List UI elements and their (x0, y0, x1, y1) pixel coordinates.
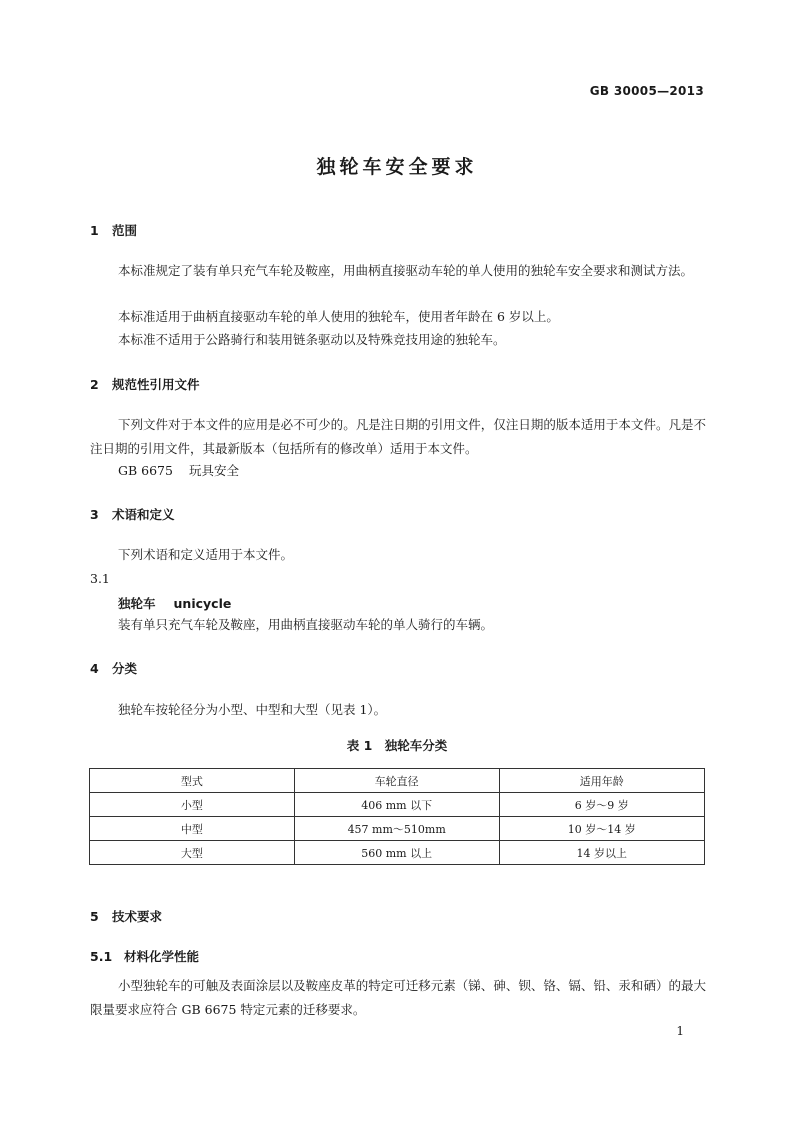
section-title: 范围 (112, 223, 138, 238)
term-entry (118, 594, 231, 612)
section-number: 4 (90, 661, 99, 676)
section-number: 2 (90, 377, 99, 392)
table-cell: 小型 (90, 793, 295, 817)
section-title: 术语和定义 (112, 507, 175, 522)
section-4-paragraph-1: 独轮车按轮径分为小型、中型和大型（见表 1）。 (118, 702, 387, 717)
classification-table (89, 768, 705, 865)
table-row (90, 793, 705, 817)
normative-reference (118, 461, 239, 479)
section-number: 5 (90, 909, 99, 924)
table-cell: 10 岁～14 岁 (499, 817, 704, 841)
section-1-paragraph-3: 本标准不适用于公路骑行和装用链条驱动以及特殊竞技用途的独轮车。 (118, 332, 506, 347)
table-caption: 表 1 独轮车分类 (346, 738, 448, 753)
table-row (90, 841, 705, 865)
table-cell: 中型 (90, 817, 295, 841)
standard-number: GB 30005—2013 (589, 84, 704, 98)
section-2-paragraph-1: 下列文件对于本文件的应用是必不可少的。凡是注日期的引用文件，仅注日期的版本适用于本文件。凡是不注日期的引用文件，其最新版本（包括所有的修改单）适用于本文件。 (90, 417, 706, 456)
table-cell: 560 mm 以上 (294, 841, 499, 865)
table-cell: 6 岁～9 岁 (499, 793, 704, 817)
document-title: 独轮车安全要求 (316, 156, 478, 178)
term-chinese: 独轮车 (118, 596, 156, 611)
section-3-paragraph-1: 下列术语和定义适用于本文件。 (118, 547, 294, 562)
section-2-heading (90, 375, 200, 393)
section-number: 3 (90, 507, 99, 522)
subclause-number: 3.1 (90, 571, 110, 586)
table-cell: 457 mm～510mm (294, 817, 499, 841)
table-header-cell: 型式 (90, 769, 295, 793)
table-cell: 14 岁以上 (499, 841, 704, 865)
table-header-cell: 车轮直径 (294, 769, 499, 793)
reference-code: GB 6675 (118, 463, 173, 478)
section-5-1-paragraph-1: 小型独轮车的可触及表面涂层以及鞍座皮革的特定可迁移元素（锑、砷、钡、铬、镉、铅、汞和硒）的最大限量要求应符合 GB 6675 特定元素的迁移要求。 (90, 978, 706, 1017)
term-english: unicycle (173, 596, 232, 611)
subsection-title: 材料化学性能 (124, 949, 200, 964)
page-number: 1 (676, 1024, 684, 1038)
section-3-heading (90, 505, 175, 523)
section-number: 1 (90, 223, 99, 238)
section-5-heading (90, 907, 162, 925)
table-cell: 大型 (90, 841, 295, 865)
reference-name: 玩具安全 (188, 463, 239, 478)
section-1-heading (90, 221, 137, 239)
section-title: 技术要求 (112, 909, 163, 924)
table-row (90, 817, 705, 841)
section-1-paragraph-2: 本标准适用于曲柄直接驱动车轮的单人使用的独轮车，使用者年龄在 6 岁以上。 (118, 309, 559, 324)
section-1-paragraph-1: 本标准规定了装有单只充气车轮及鞍座，用曲柄直接驱动车轮的单人使用的独轮车安全要求和测试方法。 (118, 263, 694, 278)
term-definition: 装有单只充气车轮及鞍座，用曲柄直接驱动车轮的单人骑行的车辆。 (118, 617, 494, 632)
section-title: 分类 (112, 661, 138, 676)
section-4-heading (90, 659, 137, 677)
table-header-row (90, 769, 705, 793)
table-cell: 406 mm 以下 (294, 793, 499, 817)
subsection-5-1-heading (90, 947, 199, 965)
table-header-cell: 适用年龄 (499, 769, 704, 793)
section-title: 规范性引用文件 (112, 377, 200, 392)
subsection-number: 5.1 (90, 949, 113, 964)
